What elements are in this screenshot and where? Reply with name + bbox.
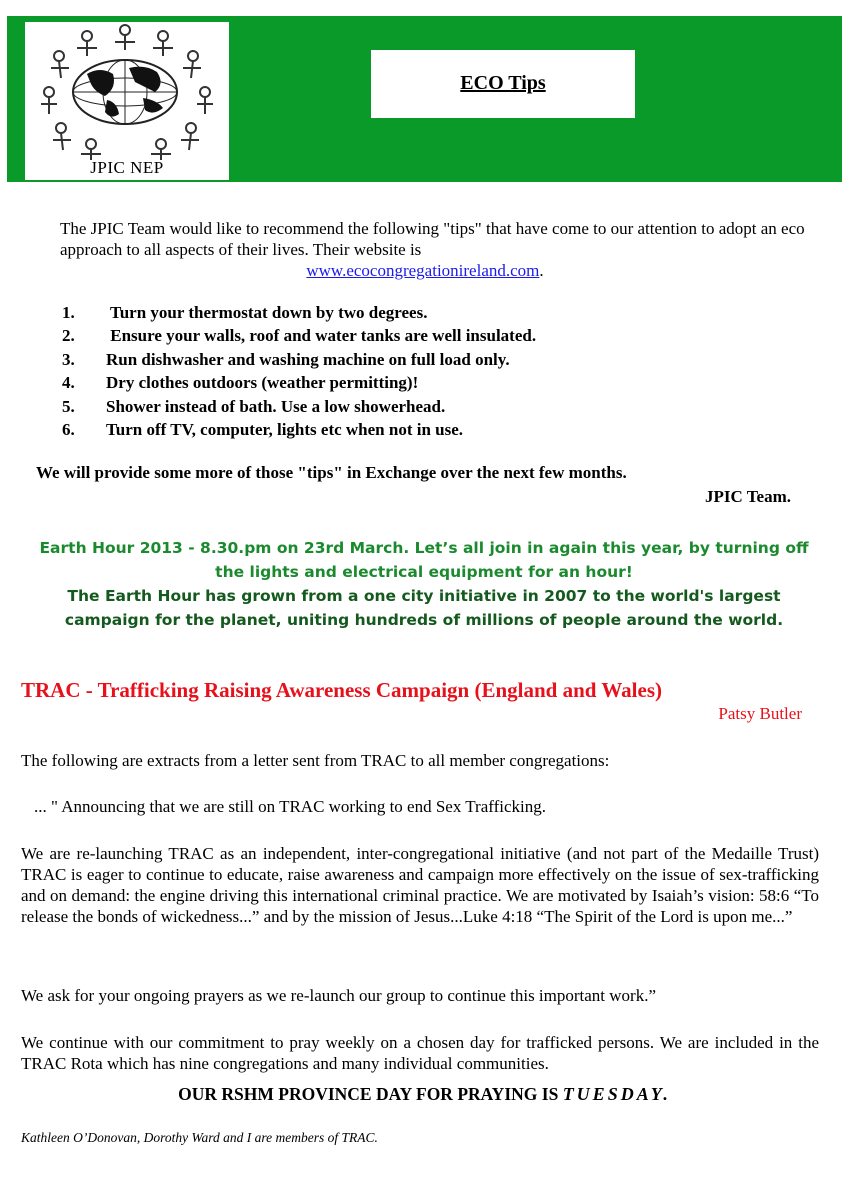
page-title: ECO Tips [460,72,546,94]
earth-hour-announcement: Earth Hour 2013 - 8.30.pm on 23rd March. Let’s all join in again this year, by turning off the lights and electrical equipment for an hour! [39,539,809,581]
signoff: JPIC Team. [705,487,791,506]
trac-paragraph-1: The following are extracts from a letter sent from TRAC to all member congregations: [21,751,610,770]
list-item [62,324,536,347]
website-line [60,260,820,281]
tips-list [62,301,536,441]
list-item-text: Turn your thermostat down by two degrees. [106,303,428,322]
list-item-number: 2. [62,326,75,346]
province-day-line [0,1084,849,1105]
jpic-logo [25,22,229,180]
website-link-suffix: . [539,261,544,280]
list-item-number: 3. [62,349,75,369]
earth-hour-description: The Earth Hour has grown from a one city initiative in 2007 to the world's largest campaign for the planet, uniting hundreds of millions of people around the world. [64,587,784,629]
list-item [62,418,536,441]
title-box [371,50,635,118]
list-item-text: Dry clothes outdoors (weather permitting)! [106,373,419,393]
list-item [62,395,536,418]
website-link[interactable]: www.ecocongregationireland.com [306,261,540,280]
trac-author: Patsy Butler [718,704,802,723]
closing-text: We will provide some more of those "tips" in Exchange over the next few months. [36,463,627,482]
trac-paragraph-4: We ask for your ongoing prayers as we re-launch our group to continue this important work.” [21,986,657,1005]
trac-paragraph-3: We are re-launching TRAC as an independent, inter-congregational initiative (and not part of the Medaille Trust) TRAC is eager to continue to educate, raise awareness and campaign more effectively on the issue of sex-trafficking and on demand: the engine driving this international criminal practice. We are motivated by Isaiah’s vision: 58:6 “To release the bonds of wickedness...” and by the mission of Jesus...Luke 4:18 “The Spirit of the Lord is upon me...” [21,844,819,926]
logo-label: JPIC NEP [90,158,164,177]
trac-heading: TRAC - Trafficking Raising Awareness Campaign (England and Wales) [21,678,662,702]
list-item-text: Ensure your walls, roof and water tanks are well insulated. [106,326,537,346]
list-item-number: 4. [62,373,75,393]
list-item-text: Shower instead of bath. Use a low showerhead. [106,396,446,416]
list-item [62,348,536,371]
province-label: OUR RSHM PROVINCE DAY FOR PRAYING IS [178,1084,563,1104]
province-day: TUESDAY. [562,1084,671,1104]
list-item-number: 6. [62,419,75,439]
header-banner [7,16,842,182]
intro-text: The JPIC Team would like to recommend the following "tips" that have come to our attention to adopt an eco approach to all aspects of their lives. Their website is [60,219,805,259]
globe-people-icon [25,22,229,162]
trac-paragraph-5: We continue with our commitment to pray weekly on a chosen day for trafficked persons. We are included in the TRAC Rota which has nine congregations and many individual communities. [21,1033,819,1073]
list-item [62,301,536,324]
members-note: Kathleen O’Donovan, Dorothy Ward and I are members of TRAC. [21,1130,378,1145]
list-item-text: Turn off TV, computer, lights etc when not in use. [106,419,464,439]
list-item-number: 1. [62,303,75,322]
list-item-number: 5. [62,396,75,416]
list-item [62,371,536,394]
list-item-text: Run dishwasher and washing machine on full load only. [106,349,510,369]
intro-paragraph [60,218,820,281]
trac-paragraph-2: ... " Announcing that we are still on TRAC working to end Sex Trafficking. [34,797,547,816]
